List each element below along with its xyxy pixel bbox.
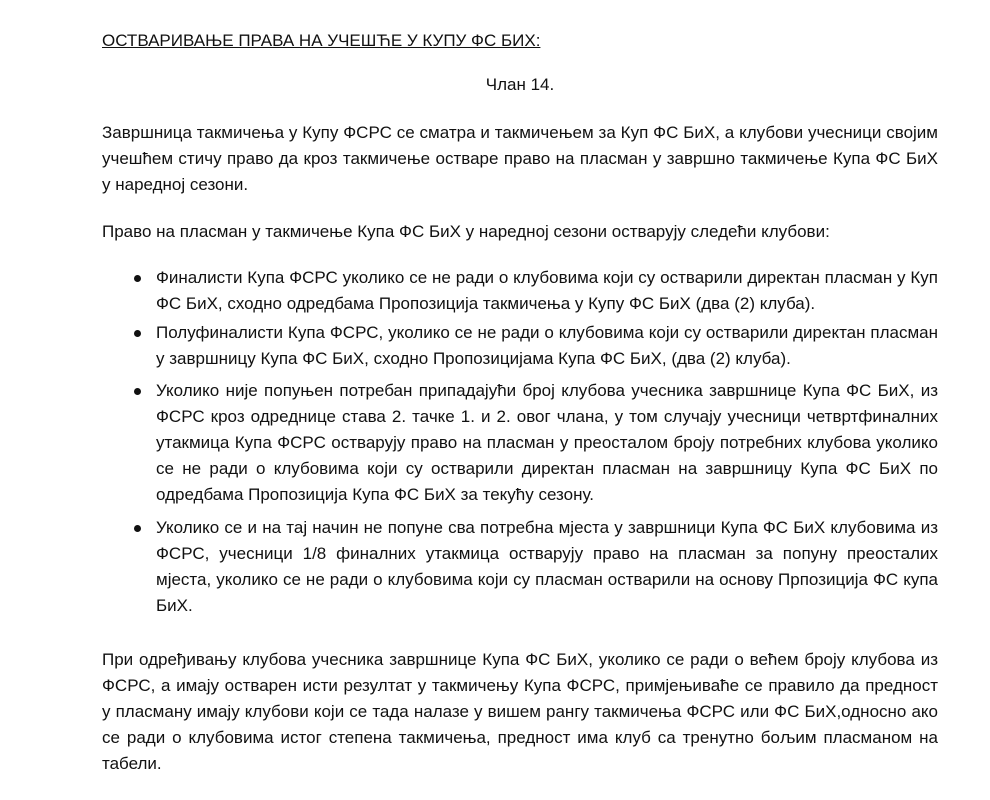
list-item <box>156 515 938 619</box>
list-item-text: Полуфиналисти Купа ФСРС, уколико се не ради о клубовима који су остварили директан пласман у завршницу Купа ФС БиХ, сходно Пропозицијама Купа ФС БиХ, (два (2) клуба). <box>156 323 938 368</box>
list-item-text: Уколико се и на тај начин не попуне сва потребна мјеста у завршници Купа ФС БиХ клубовима из ФСРС, учесници 1/8 финалних утакмица остварују право на пласман за попуну преосталих мјеста, уколико се не ради о клубовима који су пласман остварили на основу Прпозиција ФС купа БиХ. <box>156 518 938 615</box>
paragraph-final-competition: Завршница такмичења у Купу ФСРС се сматра и такмичењем за Куп ФС БиХ, а клубови учесници својим учешћем стичу право да кроз такмичење остваре право на пласман у завршно такмичење Купа ФС БиХ у наредној сезони. <box>102 123 938 194</box>
paragraph-qualification-intro: Право на пласман у такмичење Купа ФС БиХ у наредној сезони остварују следећи клубови: <box>102 222 830 241</box>
paragraph-tiebreak-rule: При одређивању клубова учесника завршнице Купа ФС БиХ, уколико се ради о већем броју клубова из ФСРС, а имају остварен исти резултат у такмичењу Купа ФСРС, примјењиваће се правило да предност у пласману имају клубови који се тада налазе у вишем рангу такмичења ФСРС или ФС БиХ,односно ако се ради о клубовима истог степена такмичења, предност има клуб са тренутно бољим пласманом на табели. <box>102 650 938 773</box>
article-number: Члан 14. <box>485 75 555 94</box>
list-item-text: Финалисти Купа ФСРС уколико се не ради о клубовима који су остварили директан пласман у Куп ФС БиХ, сходно одредбама Пропозиција такмичења у Купу ФС БиХ (два (2) клуба). <box>156 268 938 313</box>
bullet-icon <box>134 330 141 337</box>
list-item <box>156 378 938 508</box>
list-item <box>156 265 938 317</box>
bullet-icon <box>134 388 141 395</box>
list-item <box>156 320 938 372</box>
section-heading: ОСТВАРИВАЊЕ ПРАВА НА УЧЕШЋЕ У КУПУ ФС БИХ: <box>102 31 541 50</box>
list-item-text: Уколико није попуњен потребан припадајући број клубова учесника завршнице Купа ФС БиХ, из ФСРС кроз одреднице става 2. тачке 1. и 2. овог члана, у том случају учесници четвртфиналних утакмица Купа ФСРС остварују право на пласман у преосталом броју потребних клубова уколико се не ради о клубовима који су остварили директан пласман на завршницу Купа ФС БиХ по одредбама Пропозиција Купа ФС БиХ за текућу сезону. <box>156 381 938 504</box>
bullet-icon <box>134 525 141 532</box>
bullet-icon <box>134 275 141 282</box>
